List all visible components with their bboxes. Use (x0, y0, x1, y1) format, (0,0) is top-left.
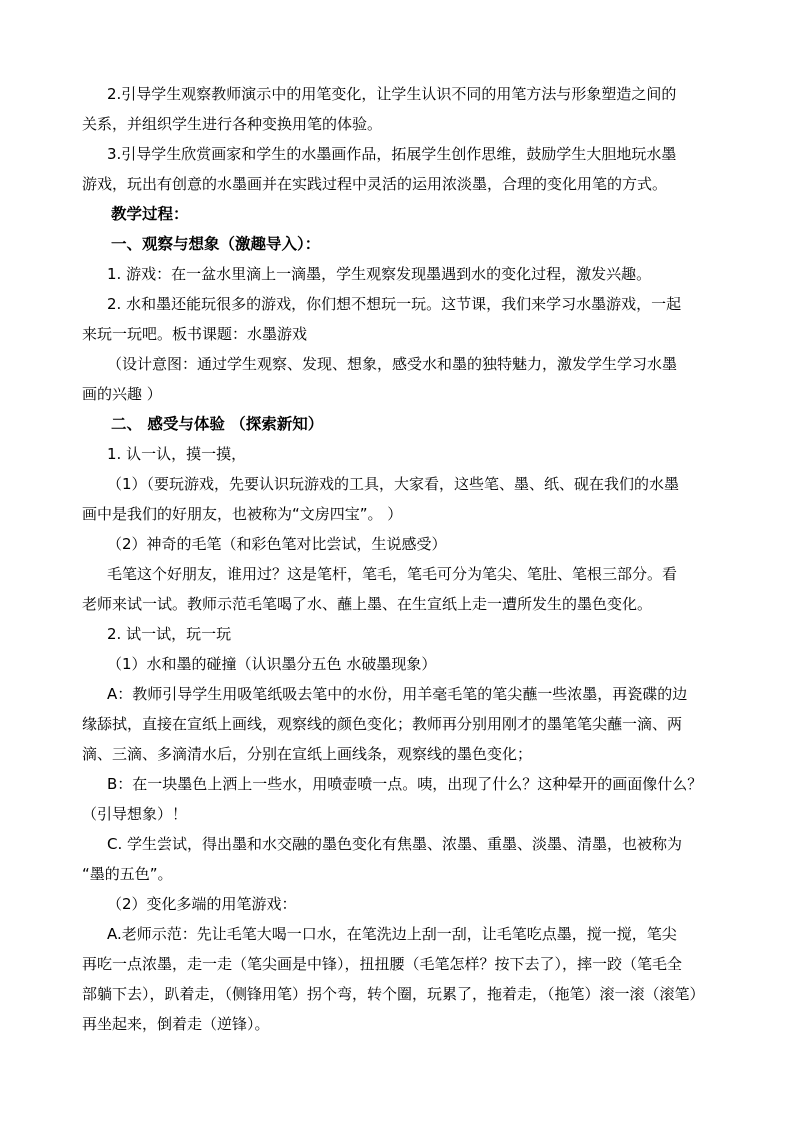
item-brush: （2）神奇的毛笔（和彩色笔对比尝试，生说感受） (107, 535, 447, 553)
step-a-line-1: A：教师引导学生用吸笔纸吸去笔中的水份，用羊毫毛笔的笔尖蘸一些浓墨，再瓷碟的边 (107, 685, 688, 703)
section-heading-experience: 二、 感受与体验 （探索新知） (111, 415, 324, 433)
section-heading-observe-imagine: 一、观察与想象（激趣导入）： (111, 235, 321, 253)
paragraph-play-line-2: 来玩一玩吧。板书课题：水墨游戏 (82, 325, 308, 343)
item-tools-line-2: 画中是我们的好朋友，也被称为“文房四宝”。 ） (82, 505, 403, 523)
design-intent-line-2: 画的兴趣 ） (82, 385, 162, 403)
item-water-ink: （1）水和墨的碰撞（认识墨分五色 水破墨现象） (107, 655, 437, 673)
step-c-line-2: “墨的五色”。 (82, 865, 173, 883)
step-b-line-1: B：在一块墨色上洒上一些水，用喷壶喷一点。咦，出现了什么？这种晕开的画面像什么？ (107, 775, 703, 793)
objective-2-line-1: 2.引导学生观察教师演示中的用笔变化，让学生认识不同的用笔方法与形象塑造之间的 (107, 85, 677, 103)
step-b-line-2: （引导想象）！ (82, 805, 188, 823)
paragraph-game: 1. 游戏：在一盆水里滴上一滴墨，学生观察发现墨遇到水的变化过程，激发兴趣。 (107, 265, 652, 283)
item-recognize: 1. 认一认，摸一摸， (107, 445, 247, 463)
item-try-play: 2. 试一试，玩一玩 (107, 625, 232, 643)
brush-paragraph-line-2: 老师来试一试。教师示范毛笔喝了水、蘸上墨、在生宣纸上走一遭所发生的墨色变化。 (82, 595, 653, 613)
design-intent-line-1: （设计意图：通过学生观察、发现、想象，感受水和墨的独特魅力，激发学生学习水墨 (107, 355, 678, 373)
objective-3-line-2: 游戏，玩出有创意的水墨画并在实践过程中灵活的运用浓淡墨，合理的变化用笔的方式。 (82, 175, 668, 193)
step-c-line-1: C. 学生尝试，得出墨和水交融的墨色变化有焦墨、浓墨、重墨、淡墨、清墨，也被称为 (107, 835, 683, 853)
step-a-line-2: 缘舔拭，直接在宣纸上画线，观察线的颜色变化；教师再分别用刚才的墨笔笔尖蘸一滴、两 (82, 715, 683, 733)
item-brush-games: （2）变化多端的用笔游戏： (107, 895, 297, 913)
item-tools-line-1: （1）（要玩游戏，先要认识玩游戏的工具，大家看，这些笔、墨、纸、砚在我们的水墨 (107, 475, 680, 493)
demo-line-3: 部躺下去），趴着走，（侧锋用笔）拐个弯，转个圈，玩累了，拖着走，（拖笔）滚一滚（滚笔） (82, 985, 705, 1003)
paragraph-play-line-1: 2. 水和墨还能玩很多的游戏，你们想不想玩一玩。这节课，我们来学习水墨游戏，一起 (107, 295, 682, 313)
objective-2-line-2: 关系，并组织学生进行各种变换用笔的体验。 (82, 115, 383, 133)
demo-line-4: 再坐起来，倒着走（逆锋）。 (82, 1015, 270, 1033)
section-heading-teaching-process: 教学过程： (111, 205, 189, 223)
demo-line-2: 再吃一点浓墨，走一走（笔尖画是中锋），扭扭腰（毛笔怎样？按下去了），摔一跤（笔毛全 (82, 955, 683, 973)
brush-paragraph-line-1: 毛笔这个好朋友，谁用过？这是笔杆，笔毛，笔毛可分为笔尖、笔肚、笔根三部分。看 (107, 565, 678, 583)
demo-line-1: A.老师示范：先让毛笔大喝一口水，在笔洗边上刮一刮，让毛笔吃点墨，搅一搅，笔尖 (107, 925, 677, 943)
step-a-line-3: 滴、三滴、多滴清水后，分别在宣纸上画线条，观察线的墨色变化； (82, 745, 533, 763)
objective-3-line-1: 3.引导学生欣赏画家和学生的水墨画作品，拓展学生创作思维，鼓励学生大胆地玩水墨 (107, 145, 677, 163)
